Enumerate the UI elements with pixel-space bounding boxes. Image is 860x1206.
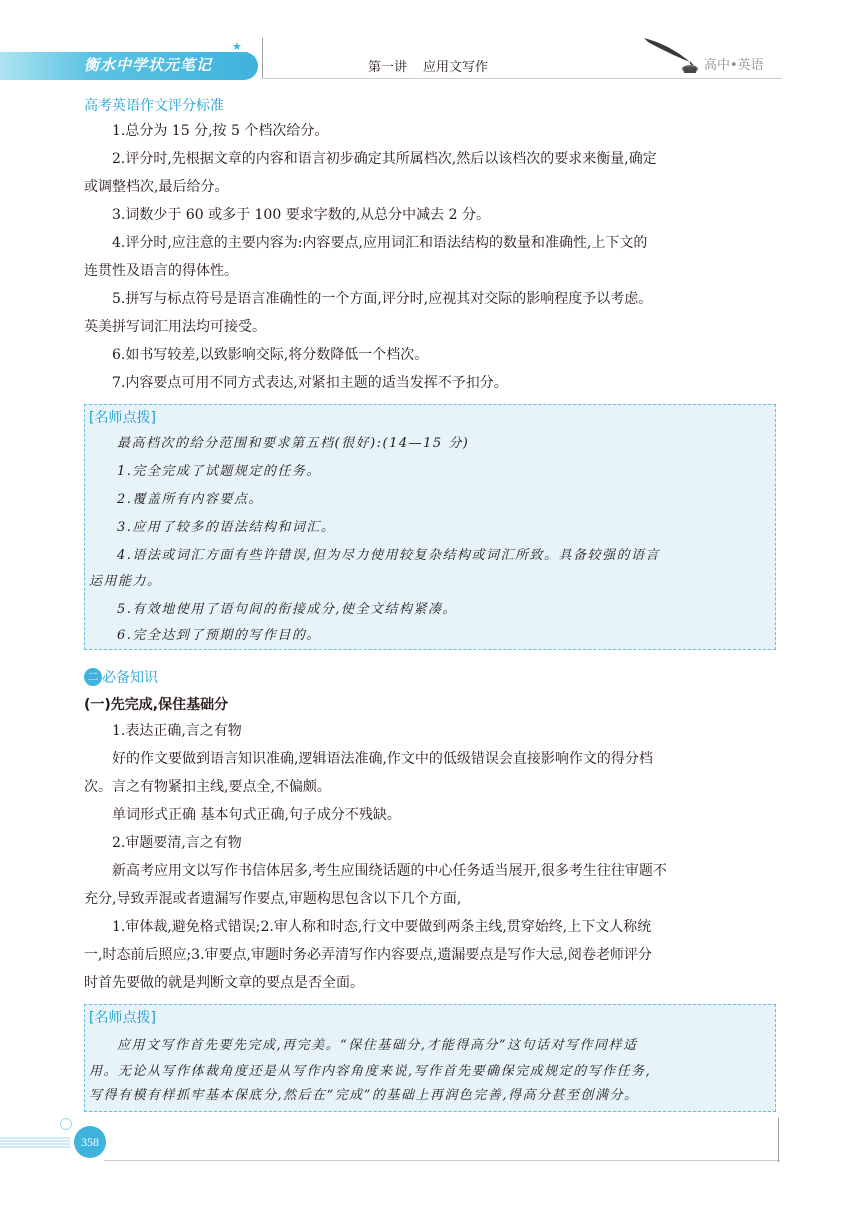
paragraph: 1.审体裁,避免格式错误;2.审人称和时态,行文中要做到两条主线,贯穿始终,上下文人称统: [112, 919, 652, 935]
footer-decoration: [0, 1136, 70, 1150]
paragraph: 7.内容要点可用不同方式表达,对紧扣主题的适当发挥不予扣分。: [112, 375, 508, 391]
paragraph: 1.表达正确,言之有物: [112, 723, 242, 739]
paragraph: 5.拼写与标点符号是语言准确性的一个方面,评分时,应视其对交际的影响程度予以考虑。: [112, 291, 653, 307]
paragraph: 3.词数少于 60 或多于 100 要求字数的,从总分中减去 2 分。: [112, 207, 490, 223]
paragraph: 时首先要做的就是判断文章的要点是否全面。: [84, 975, 364, 991]
tip-line: 写得有模有样抓牢基本保底分,然后在“完成”的基础上再润色完善,得高分甚至创满分。: [89, 1088, 639, 1103]
lecture-heading: [368, 56, 488, 75]
decorative-circle: [60, 1118, 72, 1130]
footer-rule: [104, 1160, 780, 1161]
lecture-title: 应用文写作: [423, 60, 489, 75]
subsection-title: (一)先完成,保住基础分: [84, 697, 229, 713]
paragraph: 新高考应用文以写作书信体居多,考生应围绕话题的中心任务适当展开,很多考生往往审题不: [112, 863, 667, 879]
paragraph: 2.审题要清,言之有物: [112, 835, 242, 851]
tip-box: [84, 404, 776, 650]
paragraph: 好的作文要做到语言知识准确,逻辑语法准确,作文中的低级错误会直接影响作文的得分档: [112, 751, 653, 767]
page-header: [0, 0, 860, 90]
star-icon: ★: [232, 40, 242, 53]
brand-title: 衡水中学状元笔记: [84, 56, 213, 74]
paragraph: 一,时态前后照应;3.审要点,审题时务必弄清写作内容要点,遗漏要点是写作大忌,阅卷老师评分: [84, 947, 652, 963]
paragraph: 单词形式正确 基本句式正确,句子成分不残缺。: [112, 807, 401, 823]
star-icon: ★: [250, 62, 257, 70]
quill-pen-icon: [640, 36, 702, 76]
paragraph: 6.如书写较差,以致影响交际,将分数降低一个档次。: [112, 347, 429, 363]
tip-line: 2.覆盖所有内容要点。: [117, 492, 263, 507]
section-badge: 二: [84, 668, 102, 686]
paragraph: 连贯性及语言的得体性。: [84, 263, 238, 279]
header-divider: [262, 38, 263, 78]
section-title-knowledge: 必备知识: [102, 670, 158, 686]
page-number: 358: [74, 1126, 106, 1158]
lecture-number: 第一讲: [368, 60, 408, 75]
tip-line: 3.应用了较多的语法结构和词汇。: [117, 520, 336, 535]
paragraph: 充分,导致弄混或者遗漏写作要点,审题构思包含以下几个方面,: [84, 891, 462, 907]
tip-line: 6.完全达到了预期的写作目的。: [117, 628, 321, 643]
tip-label: [名师点拨]: [89, 1010, 156, 1026]
paragraph: 或调整档次,最后给分。: [84, 179, 229, 195]
tip-line: 运用能力。: [89, 574, 162, 589]
tip-line: 最高档次的给分范围和要求第五档(很好):(14—15 分): [117, 436, 470, 451]
header-rule: [262, 78, 782, 79]
section-title-scoring: 高考英语作文评分标准: [84, 98, 224, 114]
paragraph: 1.总分为 15 分,按 5 个档次给分。: [112, 123, 329, 139]
footer-divider: [778, 1118, 779, 1162]
tip-line: 5.有效地使用了语句间的衔接成分,使全文结构紧凑。: [117, 602, 458, 617]
tip-label: [名师点拨]: [89, 410, 156, 426]
paragraph: 4.评分时,应注意的主要内容为:内容要点,应用词汇和语法结构的数量和准确性,上下文的: [112, 235, 648, 251]
tip-line: 4.语法或词汇方面有些许错误,但为尽力使用较复杂结构或词汇所致。具备较强的语言: [117, 548, 661, 563]
paragraph: 次。言之有物紧扣主线,要点全,不偏颇。: [84, 779, 331, 795]
subject-label: 高中•英语: [704, 58, 764, 73]
star-icon: ★: [244, 50, 252, 59]
tip-box: [84, 1004, 776, 1112]
tip-line: 用。无论从写作体裁角度还是从写作内容角度来说,写作首先要确保完成规定的写作任务,: [89, 1064, 652, 1079]
paragraph: 英美拼写词汇用法均可接受。: [84, 319, 266, 335]
tip-line: 1.完全完成了试题规定的任务。: [117, 464, 321, 479]
tip-line: 应用文写作首先要先完成,再完美。“保住基础分,才能得高分”这句话对写作同样适: [117, 1038, 638, 1053]
paragraph: 2.评分时,先根据文章的内容和语言初步确定其所属档次,然后以该档次的要求来衡量,确定: [112, 151, 657, 167]
